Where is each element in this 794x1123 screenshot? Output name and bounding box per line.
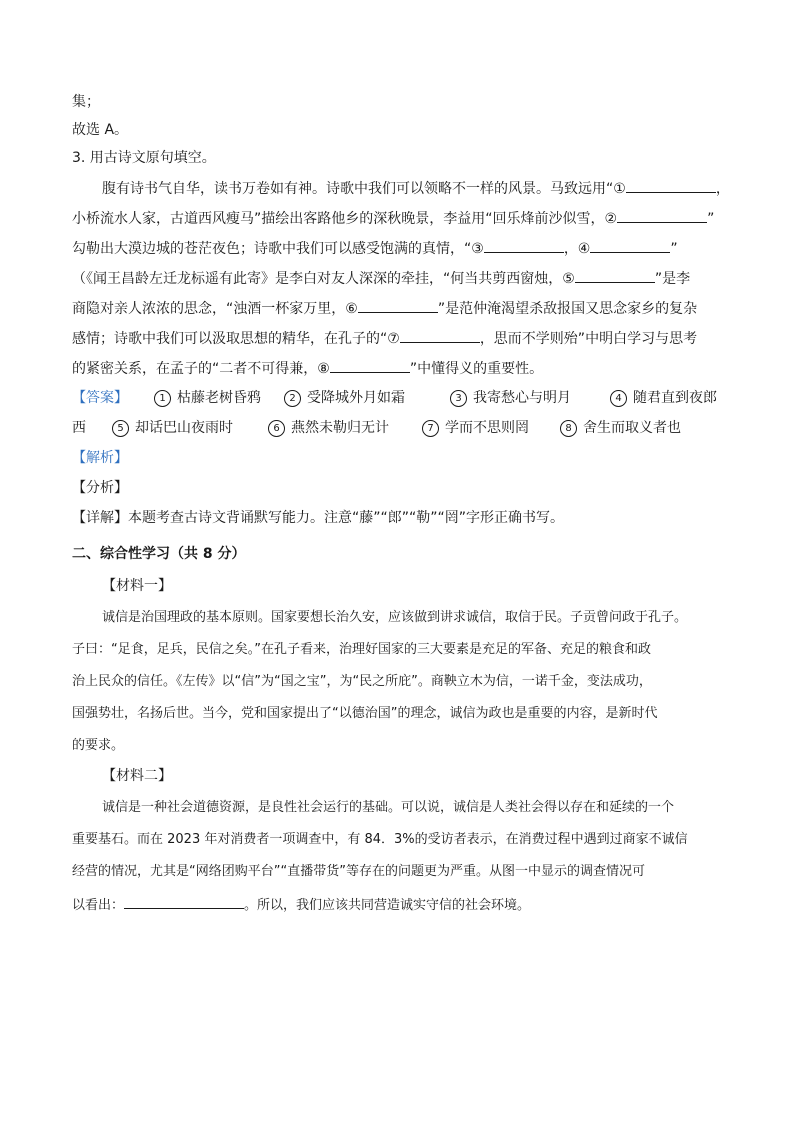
material-1-line: 的要求。 bbox=[72, 738, 125, 753]
material-2-line: 诚信是一种社会道德资源，是良性社会运行的基础。可以说，诚信是人类社会得以存在和延续的一个 bbox=[102, 800, 675, 815]
answer-item: 8 舍生而取义者也 bbox=[560, 418, 681, 438]
text-line: 集； bbox=[72, 94, 100, 110]
answer-blank-7[interactable] bbox=[400, 328, 480, 343]
section-title: 二、综合性学习（共 8 分） bbox=[72, 546, 246, 562]
material-2-line: 经营的情况，尤其是“网络团购平台”“直播带货”等存在的问题更为严重。从图一中显示的调查情况可 bbox=[72, 864, 645, 879]
answer-item: 3 我寄愁心与明月 bbox=[450, 388, 571, 408]
answer-label: 【答案】 bbox=[72, 390, 128, 406]
answer-blank-2[interactable] bbox=[617, 208, 707, 223]
answer-blank-1[interactable] bbox=[626, 178, 716, 193]
material-1-line: 诚信是治国理政的基本原则。国家要想长治久安，应该做到讲求诚信，取信于民。子贡曾问政于孔子。 bbox=[102, 610, 688, 625]
answer-blank-material[interactable] bbox=[124, 894, 244, 909]
circled-number: 8 bbox=[560, 420, 577, 437]
question-text-line: 的紧密关系，在孟子的“二者不可得兼，⑧ ”中懂得义的重要性。 bbox=[72, 358, 543, 379]
answer-item: 2 受降城外月如霜 bbox=[284, 388, 405, 408]
answer-blank-4[interactable] bbox=[590, 238, 670, 253]
material-1-line: 治上民众的信任。《左传》以“信”为“国之宝”，为“民之所庇”。商鞅立木为信，一诺千金，变法成功， bbox=[72, 674, 652, 689]
question-text-line: 勾勒出大漠边城的苍茫夜色；诗歌中我们可以感受饱满的真情，“③ ，④ ” bbox=[72, 238, 678, 259]
answer-wrap-text: 西 bbox=[72, 420, 86, 436]
answer-item: 6 燕然未勒归无计 bbox=[268, 418, 389, 438]
material-2-line: 重要基石。而在 2023 年对消费者一项调查中，有 84．3%的受访者表示，在消费过程中遇到过商家不诚信 bbox=[72, 832, 688, 847]
circled-number: 6 bbox=[268, 420, 285, 437]
material-2-label: 【材料二】 bbox=[102, 768, 172, 784]
circled-number: 4 bbox=[610, 390, 627, 407]
text-line: 故选 A。 bbox=[72, 122, 129, 138]
circled-number: 7 bbox=[422, 420, 439, 437]
fenxi-label: 【分析】 bbox=[72, 480, 128, 496]
circled-number: 3 bbox=[450, 390, 467, 407]
answer-item: 7 学而不思则罔 bbox=[422, 418, 529, 438]
question-title: 3. 用古诗文原句填空。 bbox=[72, 150, 216, 166]
answer-blank-8[interactable] bbox=[330, 358, 410, 373]
circled-number: 5 bbox=[112, 420, 129, 437]
circled-number: 1 bbox=[154, 390, 171, 407]
answer-item: 1 枯藤老树昏鸦 bbox=[154, 388, 261, 408]
question-text-line: 商隐对亲人浓浓的思念，“浊酒一杯家万里，⑥ ”是范仲淹渴望杀敌报国又思念家乡的复杂 bbox=[72, 298, 697, 319]
material-1-label: 【材料一】 bbox=[102, 578, 172, 594]
material-1-line: 国强势壮，名扬后世。当今，党和国家提出了“以德治国”的理念，诚信为政也是重要的内容，是新时代 bbox=[72, 706, 658, 721]
answer-item: 4 随君直到夜郎 bbox=[610, 388, 717, 408]
answer-blank-6[interactable] bbox=[358, 298, 438, 313]
material-2-line: 以看出： 。所以，我们应该共同营造诚实守信的社会环境。 bbox=[72, 894, 530, 916]
question-text-line: （《闻王昌龄左迁龙标遥有此寄》是李白对友人深深的牵挂，“何当共剪西窗烛，⑤ ”是李 bbox=[72, 268, 690, 289]
question-text-line: 感情；诗歌中我们可以汲取思想的精华，在孔子的“⑦ ，思而不学则殆”中明白学习与思考 bbox=[72, 328, 697, 349]
answer-blank-3[interactable] bbox=[484, 238, 564, 253]
answer-blank-5[interactable] bbox=[575, 268, 655, 283]
xiangjie-line: 【详解】本题考查古诗文背诵默写能力。注意“藤”“郎”“勒”“罔”字形正确书写。 bbox=[72, 510, 565, 526]
answer-item: 5 却话巴山夜雨时 bbox=[112, 418, 233, 438]
analysis-label: 【解析】 bbox=[72, 450, 128, 466]
question-text-line: 腹有诗书气自华，读书万卷如有神。诗歌中我们可以领略不一样的风景。马致远用“① ， bbox=[102, 178, 730, 199]
circled-number: 2 bbox=[284, 390, 301, 407]
material-1-line: 子曰：“足食，足兵，民信之矣。”在孔子看来，治理好国家的三大要素是充足的军备、充足的粮食和政 bbox=[72, 642, 651, 657]
question-text-line: 小桥流水人家，古道西风瘦马”描绘出客路他乡的深秋晚景，李益用“回乐烽前沙似雪，② ” bbox=[72, 208, 714, 229]
